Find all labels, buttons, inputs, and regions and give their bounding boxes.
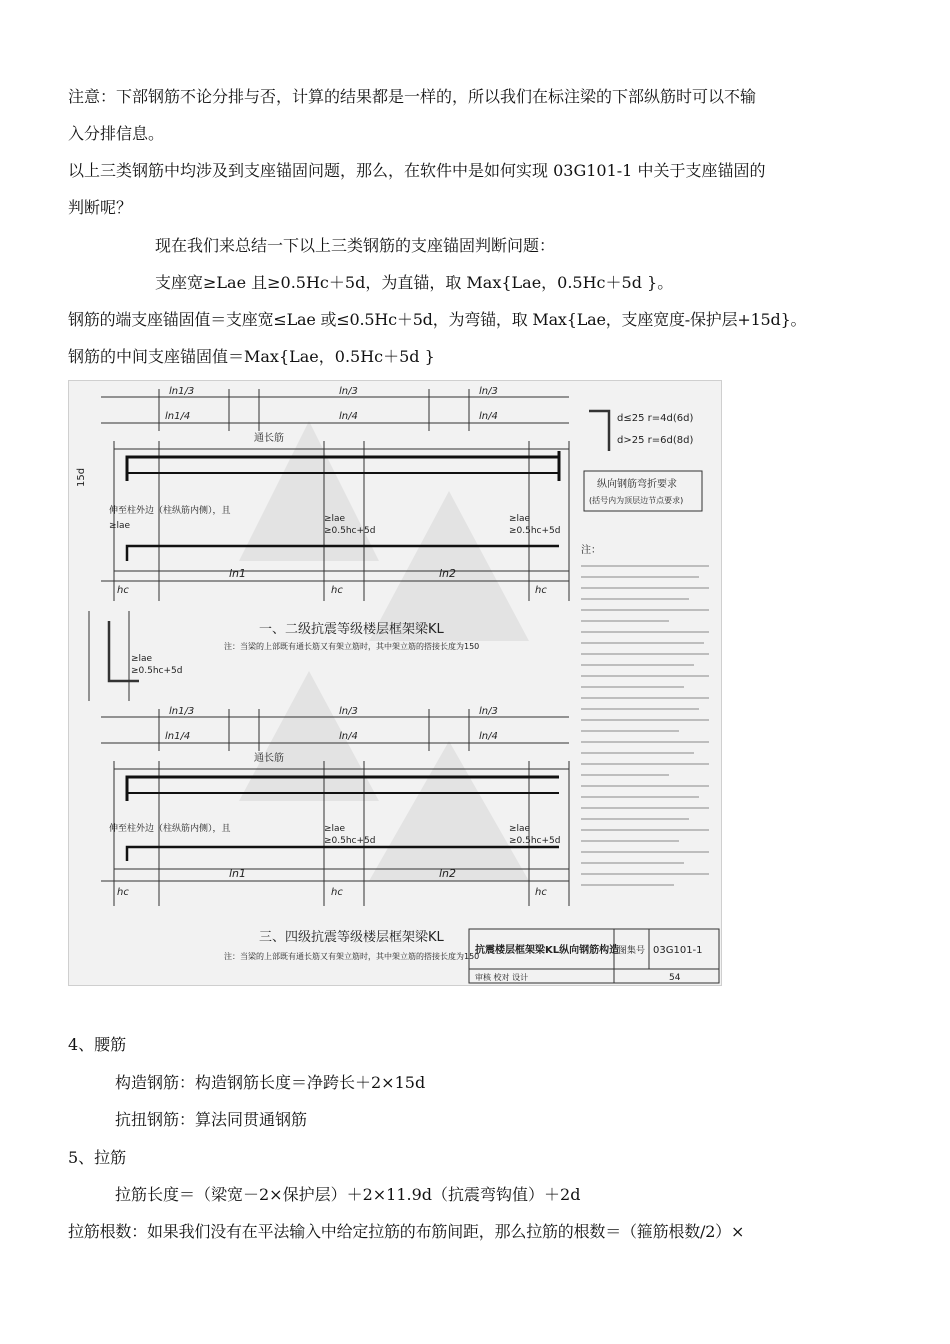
dim2-ln-4: ln/4 — [339, 731, 358, 742]
bend-subtitle: (括号内为顶层边节点要求) — [589, 496, 684, 505]
label-tongchang: 通长筋 — [254, 433, 284, 444]
figure-title-1: 一、二级抗震等级楼层框架梁KL — [259, 622, 444, 637]
notes-head: 注： — [581, 545, 601, 556]
hc5d-mid: ≥0.5hc+5d — [324, 526, 376, 536]
paragraph-note: 注意：下部钢筋不论分排与否，计算的结果都是一样的，所以我们在标注梁的下部纵筋时可以不输 — [68, 87, 757, 106]
span-ln1: ln1 — [229, 567, 247, 580]
hc2-2: hc — [331, 887, 343, 898]
section4-heading: 4、腰筋 — [68, 1035, 127, 1054]
titleblock-signoff: 审核 校对 设计 — [475, 973, 529, 982]
label2-tongchang: 通长筋 — [254, 753, 284, 764]
span2-ln1: ln1 — [229, 867, 247, 880]
paragraph-middle-support: 钢筋的中间支座锚固值＝Max{Lae，0.5Hc＋5d } — [68, 347, 435, 366]
titleblock-setlabel: 图集号 — [618, 946, 646, 956]
figure-note-1: 注：当梁的上部既有通长筋又有架立筋时，其中架立筋的搭接长度为150 — [224, 642, 480, 651]
bend-title: 纵向钢筋弯折要求 — [597, 479, 677, 490]
section5-item-count: 拉筋根数：如果我们没有在平法输入中给定拉筋的布筋间距，那么拉筋的根数＝（箍筋根数/2）× — [68, 1222, 745, 1241]
lae2-mid: ≥lae — [324, 824, 346, 834]
end-lae: ≥lae — [131, 654, 153, 664]
section5-item-length: 拉筋长度＝（梁宽－2×保护层）＋2×11.9d（抗震弯钩值）＋2d — [115, 1185, 581, 1204]
side-note-2: 伸至柱外边（柱纵筋内侧），且 — [109, 824, 231, 834]
titleblock-set: 03G101-1 — [653, 945, 703, 956]
section5-heading: 5、拉筋 — [68, 1148, 127, 1167]
dim2-ln-3: ln/3 — [339, 706, 358, 717]
hc-2: hc — [331, 585, 343, 596]
paragraph-note-cont: 入分排信息。 — [68, 124, 165, 143]
lae2-right: ≥lae — [509, 824, 531, 834]
paragraph-summary-intro: 现在我们来总结一下以上三类钢筋的支座锚固判断问题： — [155, 236, 556, 255]
dim2-ln-3b: ln/3 — [479, 706, 498, 717]
dim-ln-4b: ln/4 — [479, 411, 498, 422]
hc5d2-right: ≥0.5hc+5d — [509, 836, 561, 846]
span2-ln2: ln2 — [439, 867, 457, 880]
bend-rule-2: d>25 r=6d(8d) — [617, 435, 694, 446]
dim-ln-3: ln/3 — [339, 386, 358, 397]
dim-ln-3b: ln/3 — [479, 386, 498, 397]
hc2-3: hc — [535, 887, 547, 898]
lae-right: ≥lae — [509, 514, 531, 524]
paragraph-straight-anchor: 支座宽≥Lae 且≥0.5Hc＋5d，为直锚，取 Max{Lae，0.5Hc＋5d }。 — [155, 273, 674, 292]
paragraph-anchor-question: 以上三类钢筋中均涉及到支座锚固问题，那么，在软件中是如何实现 03G101-1 中关于支座锚固的 — [68, 161, 766, 180]
dim-ln1-4: ln1/4 — [165, 411, 191, 422]
dim-ln-4: ln/4 — [339, 411, 358, 422]
dim2-ln-4b: ln/4 — [479, 731, 498, 742]
lae-left: ≥lae — [109, 521, 131, 531]
dim-15d: 15d — [76, 467, 87, 487]
section4-item-structural: 构造钢筋：构造钢筋长度＝净跨长＋2×15d — [115, 1073, 426, 1092]
hc2-1: hc — [117, 887, 129, 898]
titleblock-page: 54 — [669, 973, 681, 983]
paragraph-anchor-question-cont: 判断呢？ — [68, 198, 133, 217]
hc-3: hc — [535, 585, 547, 596]
hc5d2-mid: ≥0.5hc+5d — [324, 836, 376, 846]
dim-ln1-3: ln1/3 — [169, 386, 195, 397]
bend-rule-1: d≤25 r=4d(6d) — [617, 413, 694, 424]
span-ln2: ln2 — [439, 567, 457, 580]
beam-reinforcement-figure — [68, 380, 722, 986]
dim2-ln1-4: ln1/4 — [165, 731, 191, 742]
paragraph-end-support: 钢筋的端支座锚固值＝支座宽≤Lae 或≤0.5Hc＋5d，为弯锚，取 Max{Lae，支座宽度-保护层+15d}。 — [68, 310, 807, 329]
figure-title-2: 三、四级抗震等级楼层框架梁KL — [259, 930, 444, 945]
section4-item-torsion: 抗扭钢筋：算法同贯通钢筋 — [115, 1110, 308, 1129]
titleblock-title: 抗震楼层框架梁KL纵向钢筋构造 — [475, 945, 620, 956]
lae-mid: ≥lae — [324, 514, 346, 524]
side-note-1: 伸至柱外边（柱纵筋内侧），且 — [109, 506, 231, 516]
figure-note-2: 注：当梁的上部既有通长筋又有架立筋时，其中架立筋的搭接长度为150 — [224, 952, 480, 961]
end-hc5d: ≥0.5hc+5d — [131, 666, 183, 676]
hc5d-right: ≥0.5hc+5d — [509, 526, 561, 536]
hc-1: hc — [117, 585, 129, 596]
dim2-ln1-3: ln1/3 — [169, 706, 195, 717]
